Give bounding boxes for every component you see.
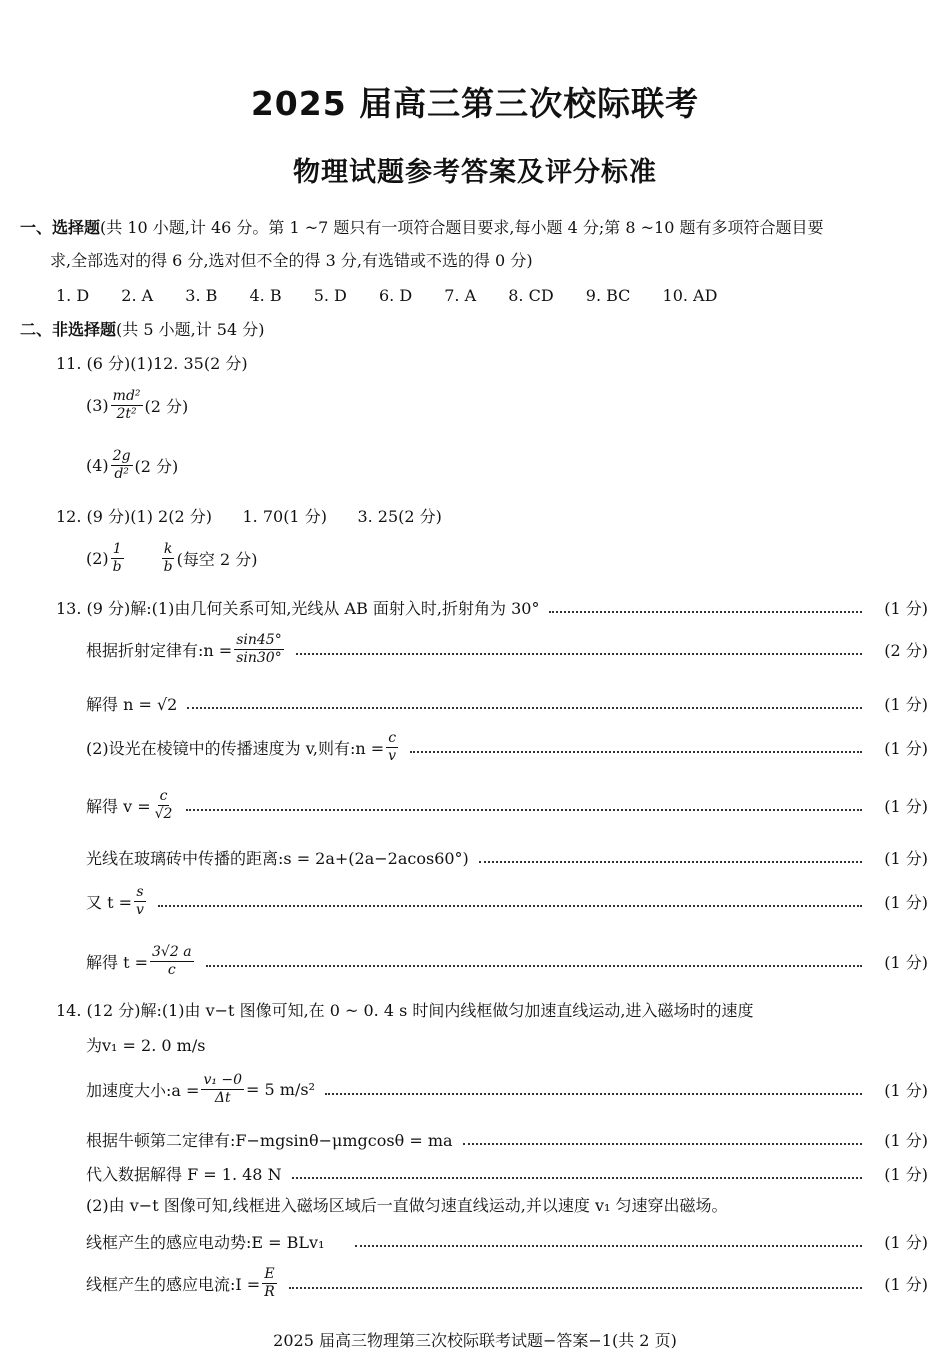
points: (1 分) xyxy=(884,739,928,758)
q13-r2-fraction xyxy=(234,632,284,667)
q13-r1-text: 13. (9 分)解:(1)由几何关系可知,光线从 AB 面射入时,折射角为 30° xyxy=(56,599,540,618)
page-footer: 2025 届高三物理第三次校际联考试题−答案−1(共 2 页) xyxy=(273,1331,677,1350)
q11-part3 xyxy=(86,388,188,423)
frac-numerator: E xyxy=(264,1266,275,1282)
frac-denominator: v xyxy=(136,902,144,918)
frac-denominator: c xyxy=(167,962,176,978)
q14-line2: 为v₁ = 2. 0 m/s xyxy=(86,1036,206,1055)
q11-p4-suffix: (2 分) xyxy=(134,457,179,476)
q13-row8 xyxy=(86,944,928,979)
leader-dots xyxy=(355,1245,863,1247)
frac-numerator: md² xyxy=(112,388,141,404)
answer-item: 5. D xyxy=(313,286,347,305)
leader-dots xyxy=(206,965,862,967)
q13-r3-text: 解得 n = √2 xyxy=(86,695,178,714)
q13-row5 xyxy=(86,788,928,823)
q13-r7-text: 又 t = xyxy=(86,893,133,912)
frac-denominator: sin30° xyxy=(236,650,282,666)
leader-dots xyxy=(463,1143,862,1145)
q11-p4-prefix: (4) xyxy=(86,456,109,475)
q14-line1: 14. (12 分)解:(1)由 v−t 图像可知,在 0 ~ 0. 4 s 时间内线框做匀加速直线运动,进入磁场时的速度 xyxy=(56,1001,754,1020)
page-title: 2025 届高三第三次校际联考 xyxy=(250,84,700,123)
q11-p4-fraction xyxy=(111,448,133,483)
points: (1 分) xyxy=(884,1233,928,1252)
q14-row3 xyxy=(86,1162,928,1185)
leader-dots xyxy=(186,809,862,811)
leader-dots xyxy=(292,1177,862,1179)
leader-dots xyxy=(549,611,862,613)
q12-line1: 12. (9 分)(1) 2(2 分) 1. 70(1 分) 3. 25(2 分) xyxy=(56,507,442,526)
q12-p2-suffix: (每空 2 分) xyxy=(176,550,258,569)
q13-r4-fraction xyxy=(386,730,398,765)
points: (1 分) xyxy=(884,953,928,972)
frac-denominator: b xyxy=(112,559,122,575)
frac-numerator: 3√2 a xyxy=(152,944,192,960)
frac-denominator: 2t² xyxy=(116,406,137,422)
frac-numerator: sin45° xyxy=(236,632,282,648)
q14-row4: (2)由 v−t 图像可知,线框进入磁场区域后一直做匀速直线运动,并以速度 v₁ 匀速穿出磁场。 xyxy=(86,1196,728,1215)
answer-item: 1. D xyxy=(56,286,90,305)
points: (2 分) xyxy=(884,641,928,660)
frac-denominator: Δt xyxy=(214,1090,231,1106)
frac-numerator: c xyxy=(388,730,397,746)
section1-desc-line1: (共 10 小题,计 46 分。第 1 ~7 题只有一项符合题目要求,每小题 4 分;第 8 ~10 题有多项符合题目要 xyxy=(100,218,824,237)
q13-row7 xyxy=(86,884,928,919)
frac-numerator: 1 xyxy=(112,541,122,557)
section2-line xyxy=(20,320,950,340)
q14-r1-text: 加速度大小:a = xyxy=(86,1081,200,1100)
leader-dots xyxy=(296,653,862,655)
leader-dots xyxy=(158,905,862,907)
q14-r2-text: 根据牛顿第二定律有:F−mgsinθ−μmgcosθ = ma xyxy=(86,1131,453,1150)
answer-item: 6. D xyxy=(378,286,413,305)
q13-r4-text: (2)设光在棱镜中的传播速度为 v,则有:n = xyxy=(86,739,385,758)
page-subtitle: 物理试题参考答案及评分标准 xyxy=(293,157,657,188)
points: (1 分) xyxy=(884,695,928,714)
section1-heading: 一、选择题 xyxy=(20,218,101,237)
answer-item: 7. A xyxy=(444,286,477,305)
points: (1 分) xyxy=(884,1165,928,1184)
q12-p2-prefix: (2) xyxy=(86,549,109,568)
q11-part4 xyxy=(86,448,178,483)
section1-line1 xyxy=(20,218,950,238)
frac-denominator: v xyxy=(388,748,397,764)
q11-line1: 11. (6 分)(1)12. 35(2 分) xyxy=(56,354,248,373)
frac-denominator: R xyxy=(264,1284,275,1300)
q12-fraction-2 xyxy=(162,541,175,576)
section2-desc: (共 5 小题,计 54 分) xyxy=(116,320,265,339)
leader-dots xyxy=(410,751,862,753)
frac-numerator: 2g xyxy=(112,448,131,464)
leader-dots xyxy=(325,1093,862,1095)
answer-item: 10. AD xyxy=(662,286,718,305)
frac-denominator: √2 xyxy=(154,806,173,822)
q13-r5-text: 解得 v = xyxy=(86,797,151,816)
answer-item: 2. A xyxy=(121,286,154,305)
frac-denominator: d² xyxy=(114,466,129,482)
section2-heading: 二、非选择题 xyxy=(20,320,117,339)
q13-row3 xyxy=(86,692,928,715)
q14-row1 xyxy=(86,1072,928,1107)
points: (1 分) xyxy=(884,1081,928,1100)
q11-p3-fraction xyxy=(111,388,143,423)
points: (1 分) xyxy=(884,599,928,618)
frac-numerator: v₁ −0 xyxy=(203,1072,243,1088)
answer-row xyxy=(56,286,744,305)
q14-r5-text: 线框产生的感应电动势:E = BLv₁ xyxy=(86,1233,325,1252)
frac-numerator: k xyxy=(163,541,173,557)
q12-part2 xyxy=(86,541,257,576)
frac-numerator: s xyxy=(136,884,144,900)
q13-r6-text: 光线在玻璃砖中传播的距离:s = 2a+(2a−2acos60°) xyxy=(86,849,469,868)
answer-item: 8. CD xyxy=(508,286,554,305)
q13-row2 xyxy=(86,632,928,667)
points: (1 分) xyxy=(884,893,928,912)
answer-item: 9. BC xyxy=(585,286,631,305)
frac-denominator: b xyxy=(163,559,173,575)
q12-fraction-1 xyxy=(111,541,124,576)
q11-p3-prefix: (3) xyxy=(86,396,109,415)
q13-row6 xyxy=(86,846,928,869)
q14-row5 xyxy=(86,1230,928,1253)
points: (1 分) xyxy=(884,1131,928,1150)
frac-numerator: c xyxy=(159,788,168,804)
answer-item: 4. B xyxy=(249,286,282,305)
q13-row4 xyxy=(86,730,928,765)
leader-dots xyxy=(479,861,862,863)
q13-r5-fraction xyxy=(153,788,175,823)
q14-row6 xyxy=(86,1266,928,1301)
q13-r8-fraction xyxy=(150,944,194,979)
q13-r8-text: 解得 t = xyxy=(86,953,149,972)
q14-row2 xyxy=(86,1128,928,1151)
q14-r1-fraction xyxy=(201,1072,244,1107)
answer-item: 3. B xyxy=(185,286,218,305)
q14-r6-fraction xyxy=(262,1266,277,1301)
q11-p3-suffix: (2 分) xyxy=(144,397,189,416)
q14-r6-text: 线框产生的感应电流:I = xyxy=(86,1275,261,1294)
q13-row1 xyxy=(56,596,928,619)
q14-r3-text: 代入数据解得 F = 1. 48 N xyxy=(86,1165,282,1184)
leader-dots xyxy=(289,1287,862,1289)
points: (1 分) xyxy=(884,849,928,868)
q14-r1-after: = 5 m/s² xyxy=(246,1080,315,1099)
q13-r7-fraction xyxy=(134,884,146,919)
leader-dots xyxy=(187,707,862,709)
section1-desc-line2: 求,全部选对的得 6 分,选对但不全的得 3 分,有选错或不选的得 0 分) xyxy=(50,251,533,270)
q13-r2-text: 根据折射定律有:n = xyxy=(86,641,233,660)
points: (1 分) xyxy=(884,1275,928,1294)
points: (1 分) xyxy=(884,797,928,816)
